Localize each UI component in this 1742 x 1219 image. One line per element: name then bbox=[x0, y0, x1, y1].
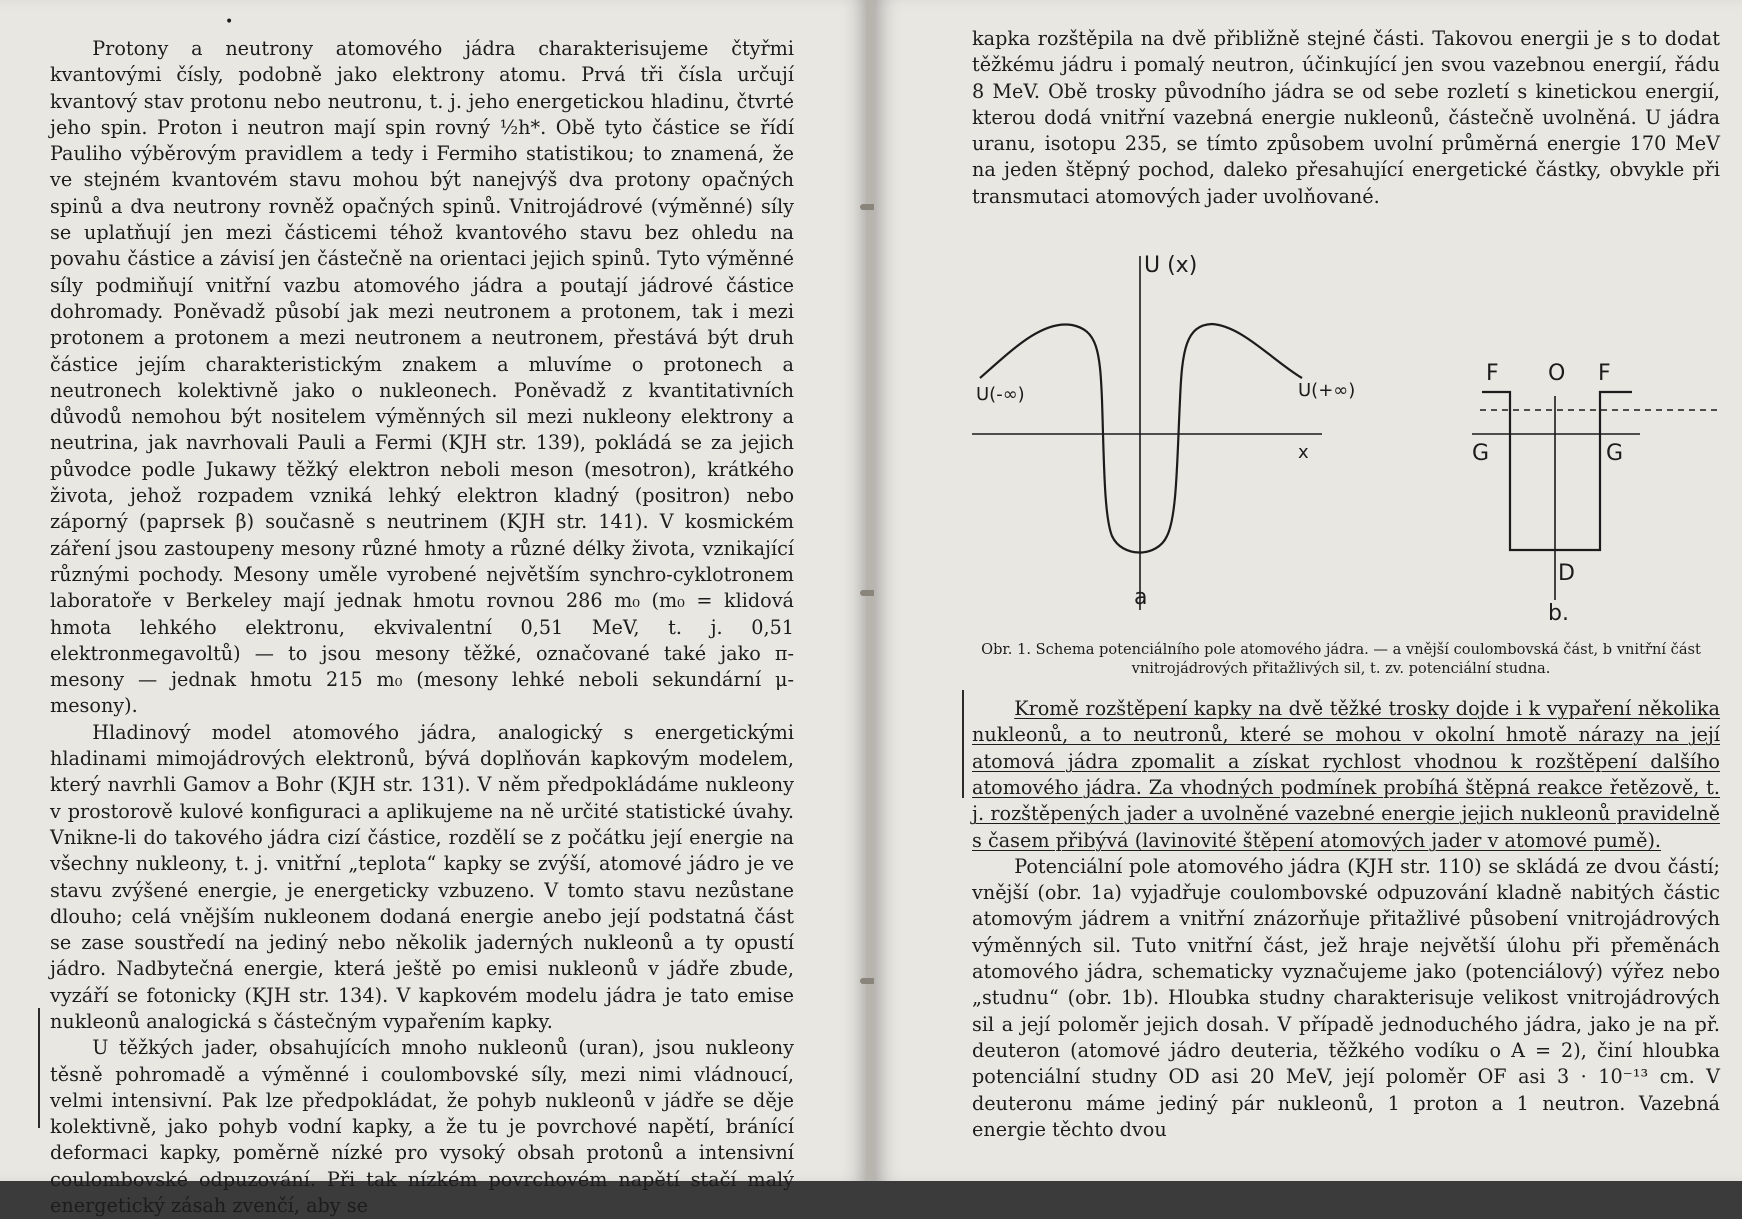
left-page bbox=[0, 0, 868, 1218]
left-paragraph-1: Protony a neutrony atomového jádra charakterisujeme čtyřmi kvantovými čísly, podobně jako elektrony atomu. Prvá tři čísla určují kvantový stav protonu nebo neutronu, t. j. jeho energetickou hladinu, čtvrté jeho spin. Proton i neutron mají spin rovný ½h*. Obě tyto částice se řídí Pauliho výběrovým pravidlem a tedy i Fermiho statistikou; to znamená, že ve stejném kvantovém stavu mohou být nanejvýš dva protony opačných spinů a dva neutrony rovněž opačných spinů. Vnitrojádrové (výměnné) síly se uplatňují jen mezi částicemi téhož kvantového stavu bez ohledu na povahu částice a závisí jen částečně na orientaci jejich spinů. Tyto výměnné síly podmiňují vnitřní vazbu atomového jádra a poutají jádrové částice dohromady. Poněvadž působí jak mezi neutronem a protonem, tak i mezi protonem a protonem a mezi neutronem a neutronem, přestává být druh částice jejím charakteristickým znakem a mluvíme o protonech a neutronech kolektivně jako o nukleonech. Poněvadž z kvantitativních důvodů nemohou být nositelem výměnných sil mezi nukleony elektrony a neutrina, jak navrhovali Pauli a Fermi (KJH str. 139), pokládá se za jejich původce podle Jukawy těžký elektron neboli meson (mesotron), krátkého života, jehož rozpadem vzniká lehký elektron kladný (positron) nebo záporný (paprsek β) současně s neutrinem (KJH str. 141). V kosmickém záření jsou zastoupeny mesony různé hmoty a různé délky života, vznikající různými pochody. Mesony uměle vyrobené největším synchro-cyklotronem laboratoře v Berkeley mají jednak hmotu rovnou 286 m₀ (m₀ = klidová hmota lehkého elektronu, ekvivalentní 0,51 MeV, t. j. 0,51 elektronmegavoltů) — to jsou mesony těžké, označované také jako π-mesony — jednak hmotu 215 m₀ (mesony lehké neboli sekundární μ-mesony). bbox=[50, 37, 794, 718]
right-paragraph-top: kapka rozštěpila na dvě přibližně stejné části. Takovou energii je s to dodat těžkému jádru i pomalý neutron, účinkující jen svou vazebnou energií, řádu 8 MeV. Obě trosky původního jádra se od sebe rozletí s kinetickou energií, kterou dodá vnitřní vazebná energie nukleonů, částečně uvolněná. U jádra uranu, isotopu 235, se tímto způsobem uvolní průměrná energie 170 MeV na jeden štěpný pochod, daleko přesahující energetické částky, obvykle při transmutaci atomových jader uvolňované. bbox=[972, 27, 1720, 208]
left-paragraph-3: U těžkých jader, obsahujících mnoho nukleonů (uran), jsou nukleony těsně pohromadě a výměnné i coulombovské síly, mezi nimi vládnoucí, velmi intensivní. Pak lze předpokládat, že pohyb nukleonů v jádře se děje kolektivně, jako pohyb vodní kapky, a že tu je povrchové napětí, bránící deformaci kapky, poměrně nízké pro vysoký obsah protonů a intensivní coulombovské odpuzování. Při tak nízkém povrchovém napětí stačí malý energetický zásah zvenčí, aby se bbox=[50, 1036, 794, 1218]
potential-well-curve bbox=[1482, 392, 1632, 550]
right-paragraph-1: Kromě rozštěpení kapky na dvě těžké trosky dojde i k vypaření několika nukleonů, a to neutronů, které se mohou v okolní hmotě nárazy na její atomová jádra zpomalit a získat rychlost vhodnou k rozštěpení dalšího atomového jádra. Za vhodných podmínek probíhá štěpná reakce řetězově, t. j. rozštěpených jader a uvolněné vazebné energie jejich nukleonů pravidelně s časem přibývá (lavinovité štěpení atomových jader v atomové pumě). bbox=[972, 697, 1720, 852]
label-o: O bbox=[1548, 361, 1566, 387]
label-u-plus-inf: U(+∞) bbox=[1298, 380, 1356, 402]
right-page bbox=[874, 0, 1742, 1181]
label-x: x bbox=[1298, 442, 1309, 464]
pencil-margin-mark bbox=[38, 1008, 40, 1128]
pencil-margin-mark bbox=[962, 690, 964, 798]
label-g-right: G bbox=[1606, 441, 1624, 467]
label-u-minus-inf: U(-∞) bbox=[976, 384, 1025, 406]
label-a: a bbox=[1134, 585, 1148, 611]
potential-diagram bbox=[972, 220, 1722, 638]
label-ux: U (x) bbox=[1144, 253, 1198, 279]
label-d: D bbox=[1558, 561, 1575, 587]
right-paragraph-2: Potenciální pole atomového jádra (KJH str. 110) se skládá ze dvou částí; vnější (obr. 1a) vyjadřuje coulombovské odpuzování kladně nabitých částic atomovým jádrem a vnitřní znázorňuje přitažlivé působení vnitrojádrových výměnných sil. Tuto vnitřní část, jež hraje největší úlohu při přeměnách atomového jádra, schematicky vyznačujeme jako (potenciálový) výřez nebo „studnu“ (obr. 1b). Hloubka studny charakterisuje velikost vnitrojádrových sil a její poloměr jejich dosah. V případě jednoduchého jádra, jako je na př. deuteron (atomové jádro deuteria, těžkého vodíku o A = 2), činí hloubka potenciální studny OD asi 20 MeV, její poloměr OF asi 3 · 10⁻¹³ cm. V deuteronu máme jediný pár nukleonů, 1 proton a 1 neutron. Vazebná energie těchto dvou bbox=[972, 854, 1720, 1141]
label-b: b. bbox=[1548, 601, 1569, 627]
label-g-left: G bbox=[1472, 441, 1490, 467]
ink-dot: • bbox=[225, 14, 234, 30]
potential-figure bbox=[972, 220, 1720, 638]
label-f-left: F bbox=[1486, 361, 1499, 387]
figure-caption: Obr. 1. Schema potenciálního pole atomového jádra. — a vnější coulombovská část, b vnitřní část vnitrojádrových přitažlivých sil, t. zv. potenciální studna. bbox=[981, 641, 1701, 678]
left-paragraph-2: Hladinový model atomového jádra, analogický s energetickými hladinami mimojádrových elektronů, bývá doplňován kapkovým modelem, který navrhli Gamov a Bohr (KJH str. 131). V něm předpokládáme nukleony v prostorově kulové konfiguraci a aplikujeme na ně určité statistické úvahy. Vnikne-li do takového jádra cizí částice, rozdělí se z počátku její energie na všechny nukleony, t. j. vnitřní „teplota“ kapky se zvýší, atomové jádro je ve stavu zvýšené energie, je energeticky vzbuzeno. V tomto stavu nezůstane dlouho; celá vnějším nukleonem dodaná energie anebo její podstatná část se zase soustředí na jediný nebo několik jaderných nukleonů a ty opustí jádro. Nadbytečná energie, která ještě po emisi nukleonů v jádře zbude, vyzáří se fotonicky (KJH str. 134). V kapkovém modelu jádra je tato emise nukleonů analogická s částečným vypařením kapky. bbox=[50, 720, 794, 1033]
label-f-right: F bbox=[1598, 361, 1611, 387]
coulomb-potential-curve bbox=[980, 324, 1302, 553]
